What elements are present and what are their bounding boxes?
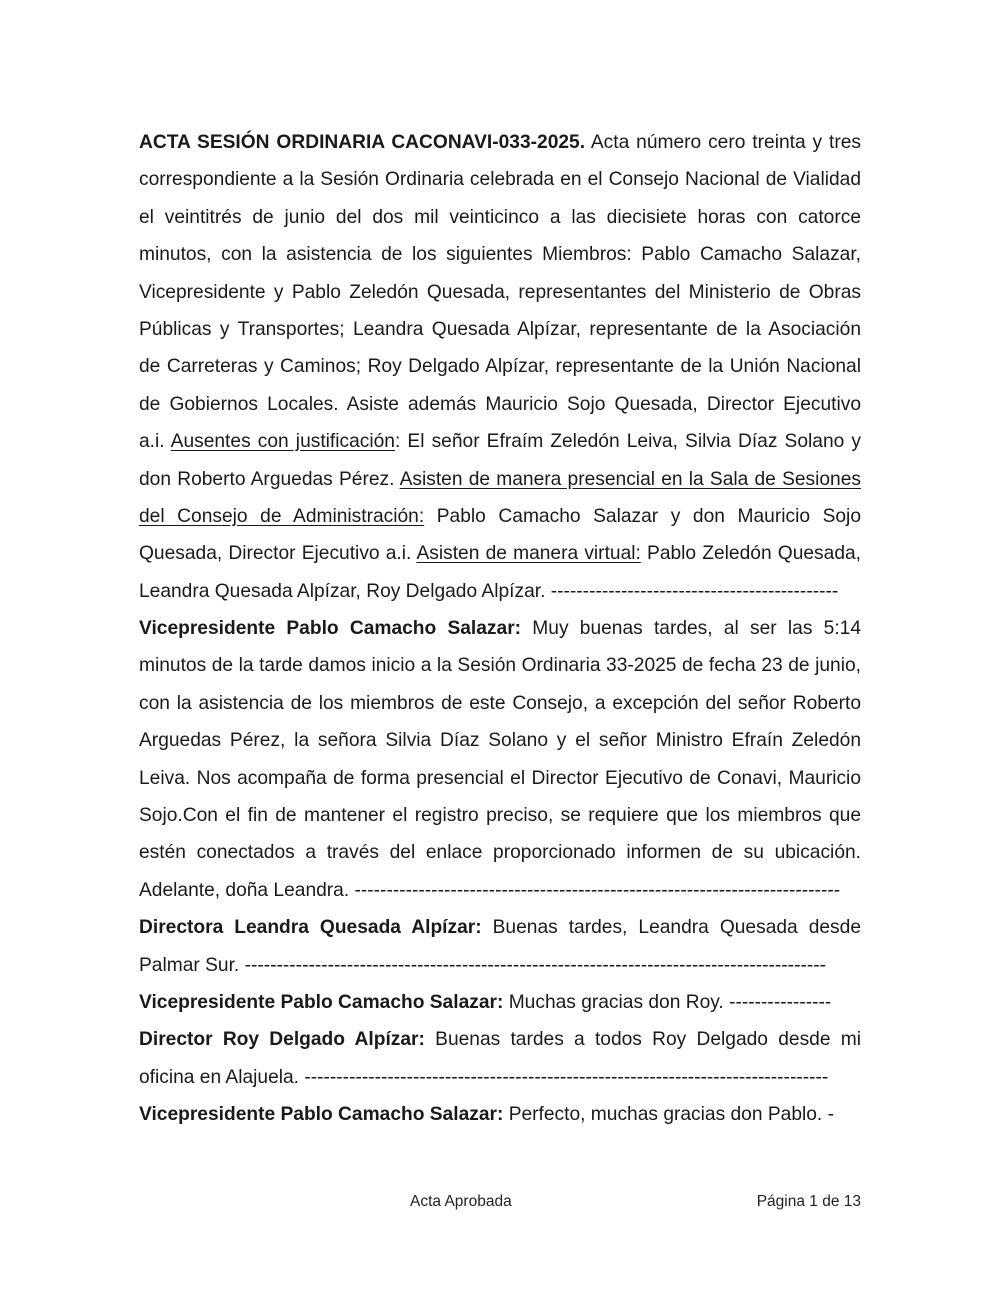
text-line: [139, 647, 861, 684]
text-run: de Carreteras y Caminos; Roy Delgado Alpízar, representante de la Unión Nacional: [139, 356, 861, 378]
text-line: [139, 161, 861, 198]
text-run: correspondiente a la Sesión Ordinaria celebrada en el Consejo Nacional de Vialidad: [139, 169, 861, 191]
text-run: Perfecto, muchas gracias don Pablo. -: [503, 1104, 834, 1126]
text-run: con la asistencia de los miembros de este Consejo, a excepción del señor Roberto: [139, 692, 861, 714]
speaker-label: ACTA SESIÓN ORDINARIA CACONAVI-033-2025.: [139, 132, 586, 153]
text-line: [139, 461, 861, 498]
text-line: [139, 947, 861, 984]
text-run: Vicepresidente y Pablo Zeledón Quesada, representantes del Ministerio de Obras: [139, 281, 861, 303]
text-run: Buenas tardes a todos Roy Delgado desde mi: [424, 1029, 861, 1051]
text-line: [139, 311, 861, 348]
speaker-label: Directora Leandra Quesada Alpízar:: [139, 917, 482, 939]
text-run: minutos, con la asistencia de los siguientes Miembros: Pablo Camacho Salazar,: [139, 244, 861, 266]
underlined-heading: Asisten de manera presencial en la Sala de Sesiones: [399, 468, 861, 490]
text-line: [139, 1021, 861, 1058]
footer-status: Acta Aprobada: [410, 1193, 512, 1210]
text-run: de Gobiernos Locales. Asiste además Mauricio Sojo Quesada, Director Ejecutivo: [139, 393, 861, 415]
text-line: [139, 535, 861, 572]
speaker-label: Director Roy Delgado Alpízar:: [139, 1029, 425, 1051]
text-run: : El señor Efraím Zeledón Leiva, Silvia Díaz Solano y: [394, 431, 861, 453]
text-run: Públicas y Transportes; Leandra Quesada Alpízar, representante de la Asociación: [139, 318, 861, 340]
text-line: [139, 274, 861, 311]
text-run: Pablo Camacho Salazar y don Mauricio Sojo: [424, 505, 861, 527]
underlined-heading: del Consejo de Administración:: [139, 505, 425, 527]
underlined-heading: Ausentes con justificación: [170, 431, 395, 453]
text-run: Sojo.Con el fin de mantener el registro preciso, se requiere que los miembros que: [139, 805, 861, 827]
text-run: don Roberto Arguedas Pérez.: [139, 468, 400, 490]
text-line: [139, 722, 861, 759]
text-line: [139, 423, 861, 460]
text-run: Quesada, Director Ejecutivo a.i.: [139, 543, 417, 565]
text-line: [139, 386, 861, 423]
document-body: [139, 124, 861, 1134]
text-line: [139, 348, 861, 385]
text-run: Muy buenas tardes, al ser las 5:14: [521, 618, 861, 640]
text-line: [139, 124, 861, 161]
underlined-heading: Asisten de manera virtual:: [416, 543, 641, 565]
text-run: Buenas tardes, Leandra Quesada desde: [481, 917, 861, 939]
text-run: Arguedas Pérez, la señora Silvia Díaz Solano y el señor Ministro Efraín Zeledón: [139, 730, 861, 752]
text-run: Palmar Sur. -------------------------------------------------------------------------------------------: [139, 954, 827, 976]
footer-page-number: Página 1 de 13: [756, 1193, 861, 1210]
text-run: Pablo Zeledón Quesada,: [640, 543, 861, 565]
text-run: Leiva. Nos acompaña de forma presencial el Director Ejecutivo de Conavi, Mauricio: [139, 767, 861, 789]
text-line: [139, 610, 861, 647]
text-run: oficina en Alajuela. ----------------------------------------------------------------------------------: [139, 1066, 829, 1088]
speaker-label: Vicepresidente Pablo Camacho Salazar:: [139, 1104, 504, 1126]
text-line: [139, 984, 861, 1021]
text-run: el veintitrés de junio del dos mil veinticinco a las diecisiete horas con catorce: [139, 206, 861, 228]
speaker-label: Vicepresidente Pablo Camacho Salazar:: [139, 991, 504, 1013]
text-run: Leandra Quesada Alpízar, Roy Delgado Alpízar. ---------------------------------------------: [139, 580, 839, 602]
text-line: [139, 834, 861, 871]
text-run: estén conectados a través del enlace proporcionado informen de su ubicación.: [139, 842, 861, 864]
text-line: [139, 872, 861, 909]
text-line: [139, 1096, 861, 1133]
text-run: Muchas gracias don Roy. ----------------: [503, 991, 832, 1013]
text-line: [139, 236, 861, 273]
text-line: [139, 685, 861, 722]
text-line: [139, 760, 861, 797]
text-line: [139, 573, 861, 610]
text-run: Acta número cero treinta y tres: [585, 132, 861, 153]
text-line: [139, 1059, 861, 1096]
speaker-label: Vicepresidente Pablo Camacho Salazar:: [139, 618, 522, 640]
text-run: minutos de la tarde damos inicio a la Sesión Ordinaria 33-2025 de fecha 23 de junio,: [139, 655, 861, 677]
text-line: [139, 797, 861, 834]
text-run: a.i.: [139, 431, 171, 453]
text-line: [139, 199, 861, 236]
text-run: Adelante, doña Leandra. ----------------------------------------------------------------------------: [139, 879, 841, 901]
text-line: [139, 498, 861, 535]
page-footer: [0, 1193, 1000, 1217]
text-line: [139, 909, 861, 946]
